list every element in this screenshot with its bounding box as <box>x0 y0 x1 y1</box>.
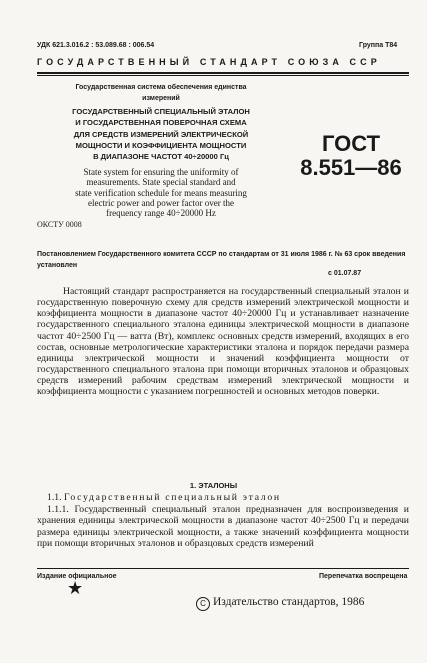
english-line: State system for ensuring the uniformity of <box>83 167 239 177</box>
paragraph-1-1-1: 1.1.1. Государственный специальный эталон предназначен для воспроизведения и хранения единицы электрической мощности в диапазоне частот 40÷2500 Гц и передачи размера единицы электрической мощности, а также значений коэффициента мощности при помощи вторичных эталонов и образцовых средств измерений <box>37 503 409 549</box>
header-rule-thick <box>37 72 409 74</box>
group-code: Группа Т84 <box>359 42 398 49</box>
footer-rule <box>37 568 409 569</box>
english-line: state verification schedule for means measuring <box>75 187 247 198</box>
title-line: ДЛЯ СРЕДСТВ ИЗМЕРЕНИЙ ЭЛЕКТРИЧЕСКОЙ <box>73 129 249 139</box>
standard-heading: ГОСУДАРСТВЕННЫЙ СТАНДАРТ СОЮЗА ССР <box>37 57 381 67</box>
system-caption <box>42 82 280 104</box>
english-line: measurements. State special standard and <box>86 177 236 188</box>
star-icon: ★ <box>67 578 84 598</box>
section-body <box>37 492 409 550</box>
publisher: Издательство стандартов, 1986 <box>213 596 365 608</box>
subsection-number: 1.1. <box>47 492 62 503</box>
gost-number: 8.551—86 <box>300 155 402 180</box>
section-title: 1. ЭТАЛОНЫ <box>189 481 238 490</box>
subsection-title: Государственный специальный эталон <box>63 492 281 503</box>
intro-text: Настоящий стандарт распространяется на государственный специальный эталон и государственную поверочную схему для средств измерений электрической мощности и коэффициента мощности в диапазоне частот 40÷20000 Гц и устанавливает назначение государственного специального эталона единицы электрической мощности в диапазоне частот 40÷2500 Гц — ватта (Вт), комплекс основных средств измерений, входящих в его состав, основные метрологические характеристики эталона и порядок передачи размера единицы электрической мощности и значений коэффициента мощности от государственного специального эталона при помощи вторичных эталонов и образцовых средств измерений рабочим средствам измерений электрической мощности и коэффициента мощности с указанием погрешностей и основных методов поверки. <box>37 286 409 398</box>
effective-date: с 01.07.87 <box>328 270 362 277</box>
document-title <box>42 106 280 162</box>
header-rule-thin <box>37 75 409 76</box>
gost-designation <box>293 132 409 180</box>
title-line: МОЩНОСТИ И КОЭФФИЦИЕНТА МОЩНОСТИ <box>75 140 247 150</box>
udk-code: УДК 621.3.016.2 : 53.089.68 : 006.54 <box>37 42 155 49</box>
title-line: В ДИАПАЗОНЕ ЧАСТОТ 40÷20000 Гц <box>93 152 229 162</box>
title-line: ГОСУДАРСТВЕННЫЙ СПЕЦИАЛЬНЫЙ ЭТАЛОН <box>72 107 250 116</box>
system-line: Государственная система обеспечения единства <box>75 84 247 91</box>
intro-paragraph <box>37 286 409 398</box>
title-line: И ГОСУДАРСТВЕННАЯ ПОВЕРОЧНАЯ СХЕМА <box>75 118 247 128</box>
decree-text: Постановлением Государственного комитета СССР по стандартам от 31 июля 1986 г. № 63 срок введения установлен <box>37 251 406 269</box>
system-line: измерений <box>142 95 180 102</box>
english-line: frequency range 40÷20000 Hz <box>106 208 216 219</box>
okstu-code: ОКСТУ 0008 <box>37 220 82 229</box>
english-line: electric power and power factor over the <box>88 197 234 208</box>
copyright-line <box>196 596 364 611</box>
official-edition: Издание официальное <box>37 573 117 580</box>
english-title <box>42 167 280 218</box>
reprint-notice: Перепечатка воспрещена <box>319 573 408 580</box>
subsection-heading <box>37 492 409 504</box>
copyright-icon: C <box>196 597 210 611</box>
gost-label: ГОСТ <box>321 131 381 156</box>
